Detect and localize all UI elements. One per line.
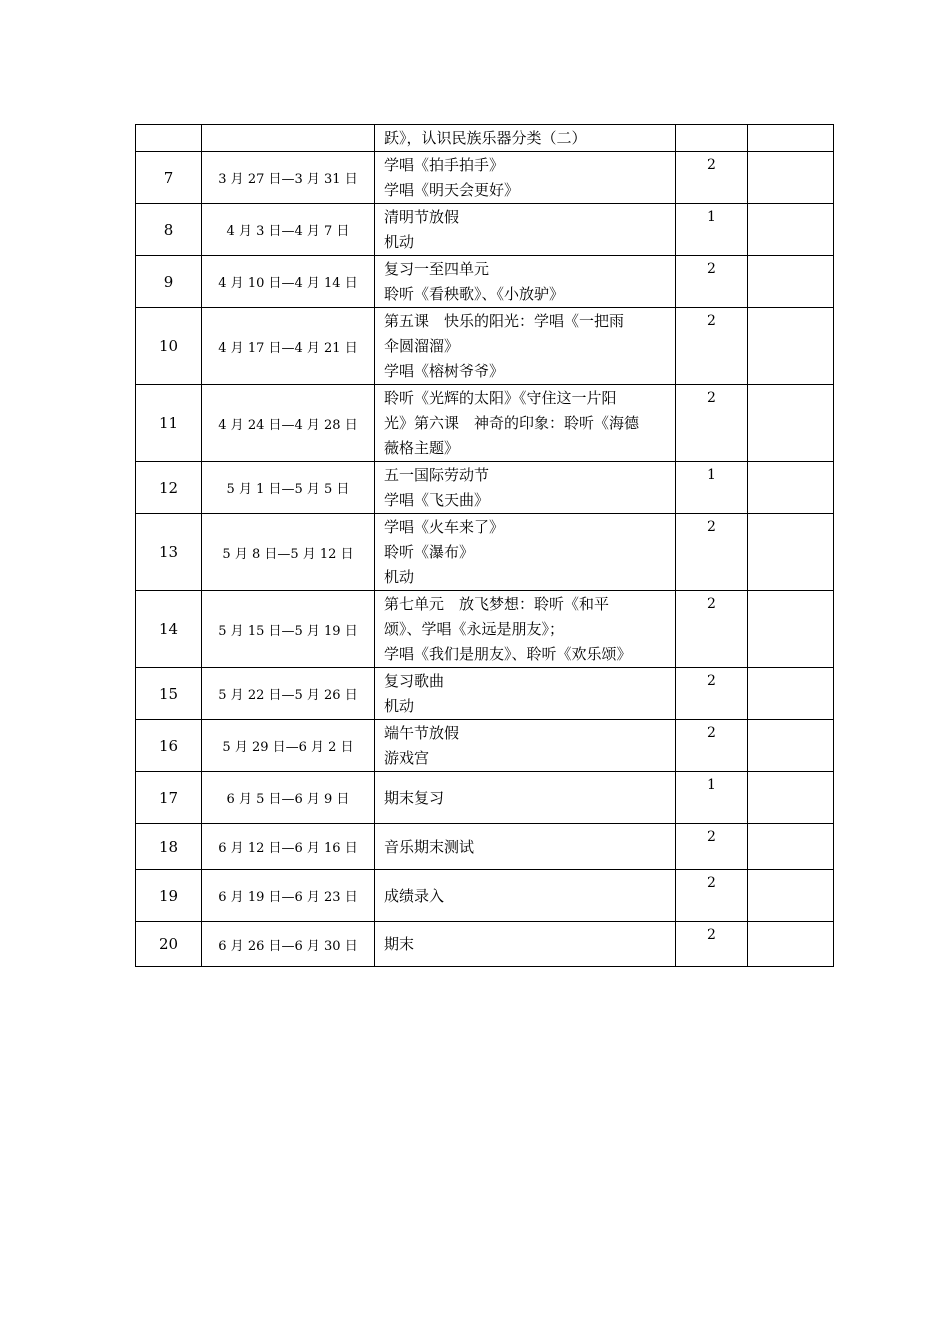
date-range-cell: 5 月 29 日—6 月 2 日 <box>202 720 375 772</box>
week-cell: 18 <box>136 824 202 870</box>
week-cell: 10 <box>136 308 202 385</box>
note-cell <box>748 922 834 967</box>
table-row <box>136 591 834 668</box>
week-cell: 11 <box>136 385 202 462</box>
content-cell <box>375 668 676 720</box>
hours-cell: 2 <box>676 824 748 870</box>
content-line: 机动 <box>384 697 415 715</box>
date-range-cell: 5 月 8 日—5 月 12 日 <box>202 514 375 591</box>
note-cell <box>748 514 834 591</box>
table-row <box>136 462 834 514</box>
content-line: 跃》，认识民族乐器分类（二） <box>384 129 587 147</box>
content-cell <box>375 870 676 922</box>
content-line: 第七单元 放飞梦想：聆听《和平 <box>384 595 610 613</box>
date-range-cell: 4 月 17 日—4 月 21 日 <box>202 308 375 385</box>
hours-cell: 1 <box>676 772 748 824</box>
content-cell <box>375 514 676 591</box>
content-line: 五一国际劳动节 <box>384 466 490 484</box>
content-line: 端午节放假 <box>384 724 460 742</box>
content-line: 清明节放假 <box>384 208 460 226</box>
hours-cell: 2 <box>676 152 748 204</box>
content-line: 聆听《瀑布》 <box>384 543 475 561</box>
date-range-cell: 6 月 12 日—6 月 16 日 <box>202 824 375 870</box>
schedule-table <box>135 124 834 967</box>
content-cell <box>375 462 676 514</box>
hours-cell: 2 <box>676 870 748 922</box>
content-line: 聆听《光辉的太阳》《守住这一片阳 <box>384 389 617 407</box>
note-cell <box>748 204 834 256</box>
content-line: 学唱《火车来了》 <box>384 518 505 536</box>
date-range-cell: 5 月 15 日—5 月 19 日 <box>202 591 375 668</box>
hours-cell: 1 <box>676 204 748 256</box>
content-line: 学唱《拍手拍手》 <box>384 156 505 174</box>
week-cell: 19 <box>136 870 202 922</box>
date-range-cell <box>202 125 375 152</box>
note-cell <box>748 720 834 772</box>
table-row <box>136 204 834 256</box>
content-cell <box>375 308 676 385</box>
table-row <box>136 152 834 204</box>
content-line: 聆听《看秧歌》、《小放驴》 <box>384 285 565 303</box>
content-line: 学唱《飞天曲》 <box>384 491 490 509</box>
content-line: 期末 <box>384 935 415 953</box>
table-row <box>136 922 834 967</box>
table-row <box>136 514 834 591</box>
table-row <box>136 870 834 922</box>
table-row <box>136 824 834 870</box>
note-cell <box>748 125 834 152</box>
content-line: 游戏宫 <box>384 749 430 767</box>
table-row <box>136 720 834 772</box>
note-cell <box>748 668 834 720</box>
hours-cell: 1 <box>676 462 748 514</box>
week-cell: 13 <box>136 514 202 591</box>
week-cell: 12 <box>136 462 202 514</box>
hours-cell: 2 <box>676 668 748 720</box>
week-cell: 20 <box>136 922 202 967</box>
week-cell: 17 <box>136 772 202 824</box>
table-row <box>136 668 834 720</box>
note-cell <box>748 591 834 668</box>
content-cell <box>375 772 676 824</box>
date-range-cell: 4 月 3 日—4 月 7 日 <box>202 204 375 256</box>
date-range-cell: 5 月 22 日—5 月 26 日 <box>202 668 375 720</box>
date-range-cell: 4 月 10 日—4 月 14 日 <box>202 256 375 308</box>
hours-cell: 2 <box>676 591 748 668</box>
content-line: 音乐期末测试 <box>384 837 475 856</box>
content-cell <box>375 256 676 308</box>
content-cell <box>375 125 676 152</box>
content-line: 期末复习 <box>384 788 445 807</box>
week-cell: 8 <box>136 204 202 256</box>
hours-cell: 2 <box>676 720 748 772</box>
content-cell <box>375 152 676 204</box>
week-cell: 14 <box>136 591 202 668</box>
content-line: 机动 <box>384 568 415 586</box>
hours-cell: 2 <box>676 514 748 591</box>
content-line: 复习一至四单元 <box>384 260 490 278</box>
hours-cell: 2 <box>676 922 748 967</box>
note-cell <box>748 824 834 870</box>
note-cell <box>748 152 834 204</box>
week-cell: 7 <box>136 152 202 204</box>
content-line: 成绩录入 <box>384 886 445 905</box>
date-range-cell: 6 月 26 日—6 月 30 日 <box>202 922 375 967</box>
table-row <box>136 125 834 152</box>
date-range-cell: 3 月 27 日—3 月 31 日 <box>202 152 375 204</box>
content-line: 第五课 快乐的阳光：学唱《一把雨 <box>384 312 625 330</box>
table-row <box>136 385 834 462</box>
content-line: 复习歌曲 <box>384 672 445 690</box>
note-cell <box>748 462 834 514</box>
date-range-cell: 5 月 1 日—5 月 5 日 <box>202 462 375 514</box>
table-row <box>136 256 834 308</box>
hours-cell: 2 <box>676 385 748 462</box>
week-cell: 16 <box>136 720 202 772</box>
content-cell <box>375 385 676 462</box>
note-cell <box>748 772 834 824</box>
date-range-cell: 4 月 24 日—4 月 28 日 <box>202 385 375 462</box>
date-range-cell: 6 月 5 日—6 月 9 日 <box>202 772 375 824</box>
content-line: 颂》、学唱《永远是朋友》； <box>384 620 565 638</box>
note-cell <box>748 385 834 462</box>
content-line: 机动 <box>384 233 415 251</box>
content-cell <box>375 824 676 870</box>
content-line: 学唱《明天会更好》 <box>384 181 520 199</box>
content-cell <box>375 720 676 772</box>
week-cell: 9 <box>136 256 202 308</box>
table-row <box>136 308 834 385</box>
note-cell <box>748 308 834 385</box>
content-line: 伞圆溜溜》 <box>384 337 460 355</box>
content-line: 薇格主题》 <box>384 439 460 457</box>
note-cell <box>748 256 834 308</box>
content-line: 学唱《我们是朋友》、聆听《欢乐颂》 <box>384 645 632 663</box>
content-cell <box>375 922 676 967</box>
note-cell <box>748 870 834 922</box>
table-row <box>136 772 834 824</box>
date-range-cell: 6 月 19 日—6 月 23 日 <box>202 870 375 922</box>
content-cell <box>375 204 676 256</box>
hours-cell <box>676 125 748 152</box>
content-line: 学唱《榕树爷爷》 <box>384 362 505 380</box>
schedule-body <box>136 125 834 967</box>
week-cell <box>136 125 202 152</box>
hours-cell: 2 <box>676 308 748 385</box>
content-cell <box>375 591 676 668</box>
hours-cell: 2 <box>676 256 748 308</box>
week-cell: 15 <box>136 668 202 720</box>
content-line: 光》第六课 神奇的印象：聆听《海德 <box>384 414 640 432</box>
